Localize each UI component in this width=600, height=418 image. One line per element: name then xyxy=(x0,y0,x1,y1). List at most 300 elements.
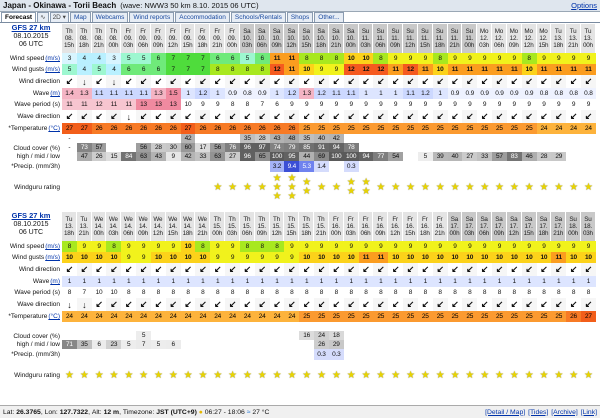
gusts-cell: 4 xyxy=(77,64,92,75)
time-column-header: Su 11. 03h xyxy=(359,24,374,53)
model-link[interactable]: GFS 27 km xyxy=(11,211,51,220)
time-column-header: Tu 13. 21h xyxy=(77,212,92,241)
wave-cell: 1 xyxy=(240,276,255,287)
cloud-mid-cell xyxy=(418,331,433,340)
speed-cell: 8 xyxy=(329,53,344,64)
tab-schools-rentals[interactable]: Schools/Rentals xyxy=(231,12,286,22)
tab-other[interactable]: Other... xyxy=(314,12,343,22)
wave-cell: 1.1 xyxy=(344,88,359,99)
wind-arrow-icon: ↙ xyxy=(421,264,429,274)
speed-cell: 5 xyxy=(136,53,151,64)
time-column-header: Fr 09. 12h xyxy=(166,24,181,53)
cloud-low-cell xyxy=(225,340,240,349)
speed-cell: 9 xyxy=(522,241,537,252)
speed-cell: 9 xyxy=(507,53,522,64)
time-column-header: Su 11. 12h xyxy=(403,24,418,53)
star-icon: ★ xyxy=(272,172,282,184)
period-cell: 8 xyxy=(344,287,359,298)
gusts-cell: 9 xyxy=(314,64,329,75)
tab-forecast[interactable]: Forecast xyxy=(1,12,36,22)
time-column-header: Th 15. 12h xyxy=(270,212,285,241)
star-icon: ★ xyxy=(391,181,401,193)
rating-stars xyxy=(477,172,492,202)
rating-stars xyxy=(284,172,299,202)
gusts-cell: 11 xyxy=(551,252,566,263)
cloud-low-cell: 26 xyxy=(92,152,107,161)
footer-link-detail-map[interactable]: [Detail / Map] xyxy=(485,408,526,416)
rating-stars xyxy=(151,172,166,202)
temp-cell: 25 xyxy=(418,311,433,322)
gusts-cell: 11 xyxy=(448,64,463,75)
row-label-speed: Wind speed (m/s) xyxy=(9,243,60,250)
gusts-cell: 10 xyxy=(151,252,166,263)
cloud-mid-cell xyxy=(462,331,477,340)
cloud-high-cell xyxy=(136,134,151,143)
cloud-mid-cell xyxy=(225,331,240,340)
wind-arrow-icon: ↙ xyxy=(284,75,299,88)
wave-cell: 1 xyxy=(403,276,418,287)
cloud-low-cell: 15 xyxy=(106,152,121,161)
period-cell: 8 xyxy=(507,287,522,298)
speed-cell: 9 xyxy=(433,241,448,252)
period-cell: 8 xyxy=(136,287,151,298)
gusts-cell: 10 xyxy=(92,252,107,263)
wave-arrow-icon: ↙ xyxy=(195,110,210,123)
time-column-header: Fr 09. 09h xyxy=(151,24,166,53)
star-icon: ★ xyxy=(346,369,356,381)
temp-cell: 25 xyxy=(299,123,314,134)
speed-cell: 9 xyxy=(92,241,107,252)
wind-arrow-icon: ↙ xyxy=(540,264,548,274)
cloud-mid-cell: 60 xyxy=(181,143,196,152)
footer-link-link[interactable]: [Link] xyxy=(580,408,597,416)
temp-cell: 27 xyxy=(181,123,196,134)
wave-arrow-icon: ↙ xyxy=(243,111,252,121)
cloud-low-cell: 7 xyxy=(136,340,151,349)
period-cell: 9 xyxy=(433,99,448,110)
time-column-header: Mo 12. 06h xyxy=(492,24,507,53)
wave-arrow-icon: ↙ xyxy=(77,110,92,123)
temp-cell: 25 xyxy=(373,123,388,134)
rating-stars xyxy=(314,360,329,390)
speed-cell: 7 xyxy=(195,53,210,64)
speed-cell: 9 xyxy=(492,53,507,64)
wave-cell: 1 xyxy=(581,276,596,287)
star-icon: ★ xyxy=(406,369,415,381)
period-cell: 8 xyxy=(240,99,255,110)
row-label-wvdir: Wave direction xyxy=(17,301,60,308)
period-cell: 12 xyxy=(92,99,107,110)
temp-cell: 25 xyxy=(492,311,507,322)
speed-cell: 9 xyxy=(388,53,403,64)
wave-arrow-icon: ↙ xyxy=(314,298,329,311)
rating-stars xyxy=(210,360,225,390)
gusts-cell: 11 xyxy=(477,64,492,75)
wind-arrow-icon: ↙ xyxy=(243,264,252,274)
period-cell: 8 xyxy=(581,287,596,298)
row-wave xyxy=(62,276,596,287)
star-icon: ★ xyxy=(391,369,401,381)
precip-cell: 0.3 xyxy=(344,161,359,172)
rating-stars xyxy=(522,172,537,202)
forecast-block-2 xyxy=(0,212,600,404)
cloud-mid-cell xyxy=(403,331,418,340)
star-icon: ★ xyxy=(584,181,593,193)
wave-arrow-icon: ↙ xyxy=(433,298,448,311)
wave-cell: 1 xyxy=(270,88,285,99)
temp-cell: 24 xyxy=(566,123,581,134)
time-column-header: Fr 16. 21h xyxy=(433,212,448,241)
period-cell: 9 xyxy=(477,99,492,110)
wave-arrow-icon: ↙ xyxy=(314,110,329,123)
wave-cell: 0.8 xyxy=(537,88,552,99)
time-column-header: Sa 10. 21h xyxy=(329,24,344,53)
wave-cell: 1 xyxy=(433,276,448,287)
cloud-mid-cell: 76 xyxy=(225,143,240,152)
cloud-mid-cell xyxy=(240,331,255,340)
temp-cell: 26 xyxy=(106,123,121,134)
cloud-mid-cell xyxy=(373,331,388,340)
star-icon: ★ xyxy=(346,177,356,188)
cloud-low-cell xyxy=(284,340,299,349)
time-column-header: We 14. 06h xyxy=(121,212,136,241)
wind-arrow-icon: ↙ xyxy=(581,75,596,88)
star-icon: ★ xyxy=(302,369,312,381)
cloud-low-cell: 54 xyxy=(388,152,403,161)
wind-arrow-icon: ↙ xyxy=(302,264,311,274)
wind-arrow-icon: ↙ xyxy=(136,75,151,88)
period-cell: 9 xyxy=(418,99,433,110)
time-column-header: We 14. 21h xyxy=(195,212,210,241)
period-cell: 13 xyxy=(136,99,151,110)
speed-cell: 9 xyxy=(299,241,314,252)
wave-cell: 0.9 xyxy=(448,88,463,99)
cloud-low-cell: 5 xyxy=(121,340,136,349)
wind-arrow-icon: ↙ xyxy=(451,76,459,86)
gusts-cell: 10 xyxy=(329,252,344,263)
tab-accommodation[interactable]: Accommodation xyxy=(175,12,230,22)
precip-cell xyxy=(299,349,314,360)
model-info xyxy=(0,24,62,53)
wave-cell: 1 xyxy=(329,276,344,287)
cloud-high-cell: 43 xyxy=(270,134,285,143)
tab-wind-reports[interactable]: Wind reports xyxy=(129,12,174,22)
rating-stars xyxy=(344,172,359,202)
wave-cell: 1.1 xyxy=(329,88,344,99)
cloud-low-cell xyxy=(551,340,566,349)
gusts-cell: 10 xyxy=(433,252,448,263)
speed-cell: 9 xyxy=(581,241,596,252)
period-cell: 8 xyxy=(492,287,507,298)
gusts-cell: 12 xyxy=(359,64,374,75)
star-icon: ★ xyxy=(139,369,148,381)
period-cell: 9 xyxy=(522,99,537,110)
time-column-header: Tu 13. 18h xyxy=(62,212,77,241)
rating-stars xyxy=(492,172,507,202)
time-column-header: Th 08. 18h xyxy=(77,24,92,53)
period-cell: 10 xyxy=(106,287,121,298)
star-icon: ★ xyxy=(272,190,282,202)
speed-cell: 5 xyxy=(240,53,255,64)
period-cell: 8 xyxy=(166,287,181,298)
time-column-header: We 14. 12h xyxy=(151,212,166,241)
star-icon: ★ xyxy=(65,369,74,381)
wind-arrow-icon: ↙ xyxy=(125,264,133,274)
wind-arrow-icon: ↙ xyxy=(136,263,151,276)
cloud-high-cell xyxy=(284,322,299,331)
wave-arrow-icon: ↙ xyxy=(154,111,163,121)
precip-cell xyxy=(522,161,537,172)
time-column-header: Fr 16. 12h xyxy=(388,212,403,241)
precip-cell xyxy=(448,161,463,172)
gusts-cell: 11 xyxy=(418,64,433,75)
precip-cell xyxy=(136,161,151,172)
cloud-low-cell: 100 xyxy=(270,152,285,161)
wave-cell: 1 xyxy=(492,276,507,287)
forecast-block-1 xyxy=(0,24,600,210)
rating-stars xyxy=(566,360,581,390)
speed-cell: 9 xyxy=(151,241,166,252)
gusts-cell: 10 xyxy=(166,252,181,263)
cloud-high-cell xyxy=(151,322,166,331)
time-column-header: We 14. 18h xyxy=(181,212,196,241)
gusts-cell: 12 xyxy=(344,64,359,75)
temp-cell: 24 xyxy=(106,311,121,322)
footer-link-tides[interactable]: [Tides] xyxy=(528,408,549,416)
period-cell: 9 xyxy=(299,99,314,110)
wave-cell: 1 xyxy=(181,276,196,287)
cloud-mid-cell xyxy=(448,331,463,340)
row-label-cloud-low: high / mid / low xyxy=(16,341,60,348)
cloud-low-cell xyxy=(492,340,507,349)
cloud-high-cell xyxy=(418,134,433,143)
wave-arrow-icon: ↙ xyxy=(462,110,477,123)
wind-arrow-icon: ↙ xyxy=(314,263,329,276)
cloud-mid-cell: 94 xyxy=(329,143,344,152)
temp-cell: 26 xyxy=(136,123,151,134)
speed-cell: 7 xyxy=(166,53,181,64)
rating-stars xyxy=(551,360,566,390)
period-cell: 9 xyxy=(403,99,418,110)
temp-cell: 26 xyxy=(151,123,166,134)
period-cell: 8 xyxy=(225,99,240,110)
cloud-mid-cell: 97 xyxy=(255,143,270,152)
speed-cell: 8 xyxy=(62,241,77,252)
gusts-cell: 10 xyxy=(344,252,359,263)
row-label-speed: Wind speed (m/s) xyxy=(9,55,60,62)
star-icon: ★ xyxy=(94,369,104,381)
temp-cell: 26 xyxy=(270,123,285,134)
cloud-high-cell: 28 xyxy=(255,134,270,143)
wind-arrow-icon: ↙ xyxy=(433,263,448,276)
precip-cell xyxy=(388,349,403,360)
cloud-low-cell xyxy=(359,340,374,349)
star-icon: ★ xyxy=(569,369,578,381)
star-icon: ★ xyxy=(168,369,178,381)
cloud-mid-cell: 30 xyxy=(166,143,181,152)
tab-2d[interactable]: 2D ▾ xyxy=(50,12,69,22)
wind-arrow-icon: ↙ xyxy=(302,76,311,86)
gusts-cell: 11 xyxy=(388,64,403,75)
model-link[interactable]: GFS 27 km xyxy=(11,23,51,32)
time-column-header: Sa 17. 03h xyxy=(462,212,477,241)
temp-cell: 24 xyxy=(181,311,196,322)
temp-cell: 25 xyxy=(403,311,418,322)
gusts-cell: 11 xyxy=(284,64,299,75)
wind-arrow-icon: ↙ xyxy=(403,263,418,276)
period-cell: 8 xyxy=(240,287,255,298)
wind-arrow-icon: ↙ xyxy=(195,75,210,88)
wave-arrow-icon: ↙ xyxy=(166,298,181,311)
star-icon: ★ xyxy=(331,181,341,193)
cloud-high-cell xyxy=(92,322,107,331)
wave-cell: 0.9 xyxy=(477,88,492,99)
rating-stars xyxy=(106,172,121,202)
wave-cell: 1 xyxy=(373,88,388,99)
cloud-low-cell xyxy=(522,340,537,349)
rating-stars xyxy=(373,360,388,390)
temp-cell: 24 xyxy=(62,311,77,322)
precip-cell xyxy=(270,349,285,360)
cloud-low-cell xyxy=(581,340,596,349)
cloud-mid-cell xyxy=(388,143,403,152)
time-column-header: Fr 09. 00h xyxy=(225,24,240,53)
cloud-mid-cell xyxy=(522,143,537,152)
rating-stars xyxy=(92,360,107,390)
wind-arrow-icon: ↙ xyxy=(106,263,121,276)
model-info xyxy=(0,212,62,241)
gusts-cell: 4 xyxy=(106,64,121,75)
cloud-mid-cell xyxy=(92,331,107,340)
cloud-high-cell xyxy=(462,134,477,143)
cloud-low-cell: 94 xyxy=(359,152,374,161)
wind-arrow-icon: ↙ xyxy=(362,264,370,274)
temp-cell: 26 xyxy=(225,123,240,134)
time-column-header: Su 18. 00h xyxy=(566,212,581,241)
wind-arrow-icon: ↓ xyxy=(77,75,92,88)
row-cloud-high xyxy=(62,322,596,331)
wind-arrow-icon: ↙ xyxy=(362,76,370,86)
tab-shops[interactable]: Shops xyxy=(287,12,313,22)
precip-cell: 5.3 xyxy=(299,161,314,172)
rating-stars xyxy=(255,360,270,390)
rating-stars xyxy=(388,172,403,202)
cloud-mid-cell: 57 xyxy=(92,143,107,152)
speed-cell: 9 xyxy=(373,241,388,252)
footer-link-archive[interactable]: [Archive] xyxy=(551,408,578,416)
rating-stars xyxy=(477,360,492,390)
star-icon: ★ xyxy=(198,369,208,381)
wave-arrow-icon: ↙ xyxy=(551,298,566,311)
wave-cell: 1.1 xyxy=(121,88,136,99)
wave-arrow-icon: ↙ xyxy=(451,111,459,121)
temp-cell: 24 xyxy=(551,123,566,134)
wind-arrow-icon: ↙ xyxy=(273,76,281,86)
speed-cell: 9 xyxy=(462,241,477,252)
cloud-mid-cell: 56 xyxy=(210,143,225,152)
options-link[interactable]: Options xyxy=(571,1,597,10)
row-precip xyxy=(62,349,596,360)
wind-arrow-icon: ↙ xyxy=(214,264,222,274)
speed-cell: 9 xyxy=(418,241,433,252)
cloud-high-cell xyxy=(477,134,492,143)
wave-arrow-icon: ↙ xyxy=(195,298,210,311)
cloud-low-cell: 69 xyxy=(314,152,329,161)
temp-cell: 26 xyxy=(284,123,299,134)
wave-arrow-icon: ↙ xyxy=(273,111,281,121)
cloud-low-cell: 84 xyxy=(121,152,136,161)
wave-arrow-icon: ↙ xyxy=(581,110,596,123)
precip-cell xyxy=(566,349,581,360)
cloud-low-cell: 100 xyxy=(344,152,359,161)
row-period xyxy=(62,287,596,298)
wind-arrow-icon: ↙ xyxy=(522,75,537,88)
tab-map[interactable]: Map xyxy=(70,12,91,22)
cloud-low-cell xyxy=(62,152,77,161)
wave-cell: 1 xyxy=(507,276,522,287)
period-cell: 11 xyxy=(121,99,136,110)
gusts-cell: 8 xyxy=(210,64,225,75)
gusts-cell: 8 xyxy=(225,64,240,75)
wave-arrow-icon: ↓ xyxy=(77,298,92,311)
star-icon: ★ xyxy=(420,181,430,193)
tab-webcams[interactable]: Webcams xyxy=(92,12,129,22)
wave-cell: 1 xyxy=(284,276,299,287)
time-column-header: Sa 10. 15h xyxy=(299,24,314,53)
cloud-low-cell xyxy=(433,340,448,349)
wave-cell: 1 xyxy=(373,276,388,287)
speed-cell: 9 xyxy=(551,53,566,64)
cloud-low-cell xyxy=(270,340,285,349)
cloud-mid-cell xyxy=(181,331,196,340)
cloud-mid-cell: 17 xyxy=(195,143,210,152)
cloud-high-cell xyxy=(166,322,181,331)
graph-icon[interactable]: ∿ xyxy=(37,12,48,22)
wave-arrow-icon: ↙ xyxy=(551,110,566,123)
cloud-mid-cell xyxy=(492,143,507,152)
wave-arrow-icon: ↙ xyxy=(362,299,370,309)
gusts-cell: 11 xyxy=(373,252,388,263)
star-icon: ★ xyxy=(554,369,564,381)
cloud-low-cell: 6 xyxy=(92,340,107,349)
period-cell: 9 xyxy=(210,99,225,110)
star-icon: ★ xyxy=(154,369,163,381)
wind-arrow-icon: ↙ xyxy=(462,75,477,88)
wave-arrow-icon: ↙ xyxy=(492,110,507,123)
rating-stars xyxy=(77,360,92,390)
wind-arrow-icon: ↙ xyxy=(195,263,210,276)
wave-cell: 1 xyxy=(181,88,196,99)
temp-cell: 24 xyxy=(195,311,210,322)
wave-arrow-icon: ↙ xyxy=(569,111,578,121)
rating-stars xyxy=(344,360,359,390)
star-icon: ★ xyxy=(465,181,475,193)
wind-arrow-icon: ↙ xyxy=(95,76,103,86)
cloud-mid-cell xyxy=(433,331,448,340)
period-cell: 8 xyxy=(522,287,537,298)
wave-cell: 1.2 xyxy=(314,88,329,99)
wave-cell: 1.1 xyxy=(403,88,418,99)
period-cell: 8 xyxy=(537,287,552,298)
cloud-mid-cell xyxy=(566,143,581,152)
temp-cell: 25 xyxy=(522,123,537,134)
wave-arrow-icon: ↙ xyxy=(184,111,192,121)
row-rating xyxy=(62,172,596,202)
wind-arrow-icon: ↙ xyxy=(551,263,566,276)
time-column-header: We 14. 09h xyxy=(136,212,151,241)
cloud-high-cell xyxy=(359,322,374,331)
wave-arrow-icon: ↙ xyxy=(214,299,222,309)
